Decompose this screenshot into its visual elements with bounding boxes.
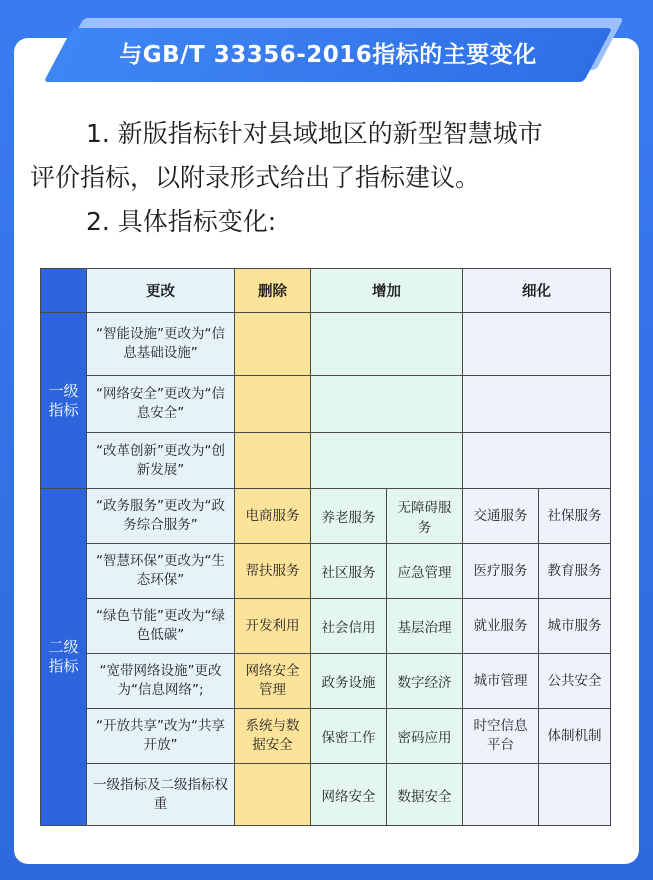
add-cell: 密码应用 bbox=[387, 709, 463, 764]
intro-line-2: 评价指标，以附录形式给出了指标建议。 bbox=[30, 163, 481, 192]
banner-title: 与GB/T 33356-2016指标的主要变化 bbox=[119, 42, 537, 68]
refine-cell bbox=[539, 764, 611, 826]
header-refine: 细化 bbox=[463, 269, 611, 313]
delete-cell bbox=[235, 433, 311, 489]
indicator-change-table bbox=[40, 268, 611, 826]
add-cell: 保密工作 bbox=[311, 709, 387, 764]
refine-cell bbox=[463, 433, 611, 489]
refine-cell: 城市服务 bbox=[539, 599, 611, 654]
refine-cell bbox=[463, 764, 539, 826]
refine-cell: 体制机制 bbox=[539, 709, 611, 764]
delete-cell: 系统与数据安全 bbox=[235, 709, 311, 764]
change-cell: “绿色节能”更改为“绿色低碳” bbox=[87, 599, 235, 654]
add-cell: 数据安全 bbox=[387, 764, 463, 826]
delete-cell: 电商服务 bbox=[235, 489, 311, 544]
add-cell: 无障碍服务 bbox=[387, 489, 463, 544]
table-row bbox=[41, 544, 611, 599]
refine-cell bbox=[463, 313, 611, 376]
add-cell: 网络安全 bbox=[311, 764, 387, 826]
header-corner bbox=[41, 269, 87, 313]
add-cell: 养老服务 bbox=[311, 489, 387, 544]
add-cell: 基层治理 bbox=[387, 599, 463, 654]
change-cell: “智慧环保”更改为“生态环保” bbox=[87, 544, 235, 599]
change-cell: “改革创新”更改为“创新发展” bbox=[87, 433, 235, 489]
intro-line-3: 2. 具体指标变化: bbox=[86, 207, 277, 236]
intro-text bbox=[30, 112, 630, 244]
table-row bbox=[41, 489, 611, 544]
add-cell bbox=[311, 313, 463, 376]
delete-cell bbox=[235, 764, 311, 826]
refine-cell: 医疗服务 bbox=[463, 544, 539, 599]
table-row bbox=[41, 376, 611, 433]
add-cell: 数字经济 bbox=[387, 654, 463, 709]
change-cell: “智能设施”更改为“信息基础设施” bbox=[87, 313, 235, 376]
refine-cell bbox=[463, 376, 611, 433]
change-cell: “开放共享”改为“共享开放” bbox=[87, 709, 235, 764]
level1-label: 一级指标 bbox=[41, 313, 87, 489]
table-row bbox=[41, 654, 611, 709]
change-cell: 一级指标及二级指标权重 bbox=[87, 764, 235, 826]
refine-cell: 时空信息平台 bbox=[463, 709, 539, 764]
add-cell: 政务设施 bbox=[311, 654, 387, 709]
add-cell: 社区服务 bbox=[311, 544, 387, 599]
change-cell: “政务服务”更改为“政务综合服务” bbox=[87, 489, 235, 544]
add-cell bbox=[311, 376, 463, 433]
refine-cell: 城市管理 bbox=[463, 654, 539, 709]
level2-label: 二级指标 bbox=[41, 489, 87, 826]
add-cell: 应急管理 bbox=[387, 544, 463, 599]
header-delete: 删除 bbox=[235, 269, 311, 313]
table-row bbox=[41, 599, 611, 654]
delete-cell: 网络安全管理 bbox=[235, 654, 311, 709]
table-row bbox=[41, 313, 611, 376]
add-cell: 社会信用 bbox=[311, 599, 387, 654]
refine-cell: 交通服务 bbox=[463, 489, 539, 544]
refine-cell: 教育服务 bbox=[539, 544, 611, 599]
header-change: 更改 bbox=[87, 269, 235, 313]
intro-line-1: 1. 新版指标针对县域地区的新型智慧城市 bbox=[86, 119, 543, 148]
table-header-row bbox=[41, 269, 611, 313]
refine-cell: 社保服务 bbox=[539, 489, 611, 544]
table-row bbox=[41, 709, 611, 764]
refine-cell: 就业服务 bbox=[463, 599, 539, 654]
delete-cell bbox=[235, 313, 311, 376]
delete-cell bbox=[235, 376, 311, 433]
header-add: 增加 bbox=[311, 269, 463, 313]
change-cell: “网络安全”更改为“信息安全” bbox=[87, 376, 235, 433]
refine-cell: 公共安全 bbox=[539, 654, 611, 709]
delete-cell: 开发利用 bbox=[235, 599, 311, 654]
change-cell: “宽带网络设施”更改为“信息网络”; bbox=[87, 654, 235, 709]
delete-cell: 帮扶服务 bbox=[235, 544, 311, 599]
add-cell bbox=[311, 433, 463, 489]
table-row bbox=[41, 433, 611, 489]
table-row bbox=[41, 764, 611, 826]
